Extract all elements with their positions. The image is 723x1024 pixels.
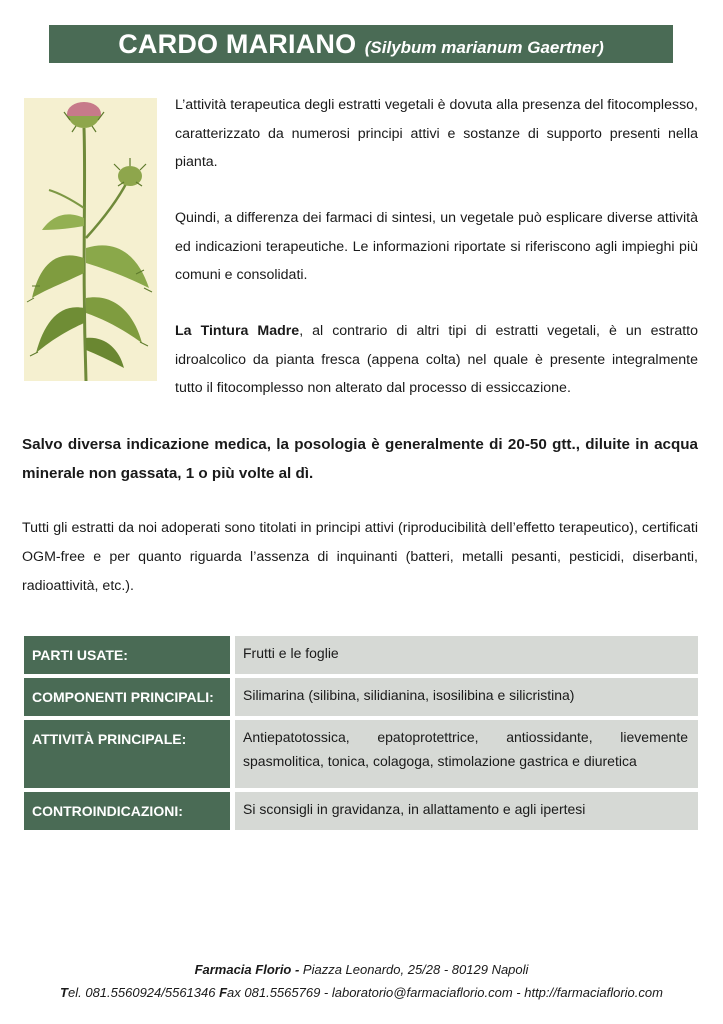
table-value-cell: Si sconsigli in gravidanza, in allattamento e agli ipertesi [235,792,698,830]
table-label: COMPONENTI PRINCIPALI: [32,689,214,705]
dosage-note: Salvo diversa indicazione medica, la posologia è generalmente di 20-50 gtt., diluite in acqua minerale non gassata, 1 o più volte al dì. [22,436,698,482]
fax-and-contacts: ax 081.5565769 - laboratorio@farmaciaflorio.com - http://farmaciaflorio.com [227,985,663,1000]
thistle-plant-icon [24,98,157,381]
intro-paragraph-3 [175,317,698,403]
table-value-cell: Antiepatotossica, epatoprotettrice, antiossidante, lievemente spasmolitica, tonica, colagoga, stimolazione gastrica e diuretica [235,720,698,788]
intro-paragraph-2: Quindi, a differenza dei farmaci di sintesi, un vegetale può esplicare diverse attività ed indicazioni terapeutiche. Le informazioni riportate si riferiscono agli impieghi più comuni e consolidati. [175,210,698,283]
table-label: PARTI USATE: [32,647,128,663]
table-value-cell: Silimarina (silibina, silidianina, isosilibina e silicristina) [235,678,698,716]
table-label-cell [24,720,235,788]
thistle-plant-illustration [24,98,157,381]
table-label-cell [24,636,235,674]
page-title: CARDO MARIANO [118,29,357,59]
page-title-bar [49,25,673,63]
quality-note: Tutti gli estratti da noi adoperati sono titolati in principi attivi (riproducibilità dell’effetto terapeutico), certificati OGM-free e per quanto riguarda l’assenza di inquinanti (batteri, metalli pesanti, pesticidi, diserbanti, radioattività, etc.). [22,520,698,594]
table-row [24,792,698,830]
footer-address [0,962,723,977]
scientific-name: (Silybum marianum Gaertner) [364,38,604,57]
table-label: CONTROINDICAZIONI: [32,803,183,819]
properties-table [24,632,698,834]
tintura-madre-label: La Tintura Madre [175,323,300,339]
table-label-cell [24,792,235,830]
table-row [24,678,698,716]
table-label-cell [24,678,235,716]
table-row [24,636,698,674]
tel-initial: T [60,985,68,1000]
pharmacy-name: Farmacia Florio - [194,962,300,977]
table-value-cell: Frutti e le foglie [235,636,698,674]
table-label: ATTIVITÀ PRINCIPALE: [32,731,187,747]
table-row [24,720,698,788]
intro-paragraph-1: L’attività terapeutica degli estratti vegetali è dovuta alla presenza del fitocomplesso, caratterizzato da numerosi principi attivi e sostanze di supporto presenti nella pianta. [175,97,698,170]
pharmacy-address: Piazza Leonardo, 25/28 - 80129 Napoli [299,962,529,977]
fax-initial: F [219,985,228,1000]
intro-paragraph-3-text: , al contrario di altri tipi di estratti vegetali, è un estratto idroalcolico da pianta fresca (appena colta) nel quale è presente integralmente tutto il fitocomplesso non alterato dal processo di essiccazione. [175,323,698,396]
tel-number: el. 081.5560924/5561346 [68,985,220,1000]
footer-contacts [0,985,723,1000]
